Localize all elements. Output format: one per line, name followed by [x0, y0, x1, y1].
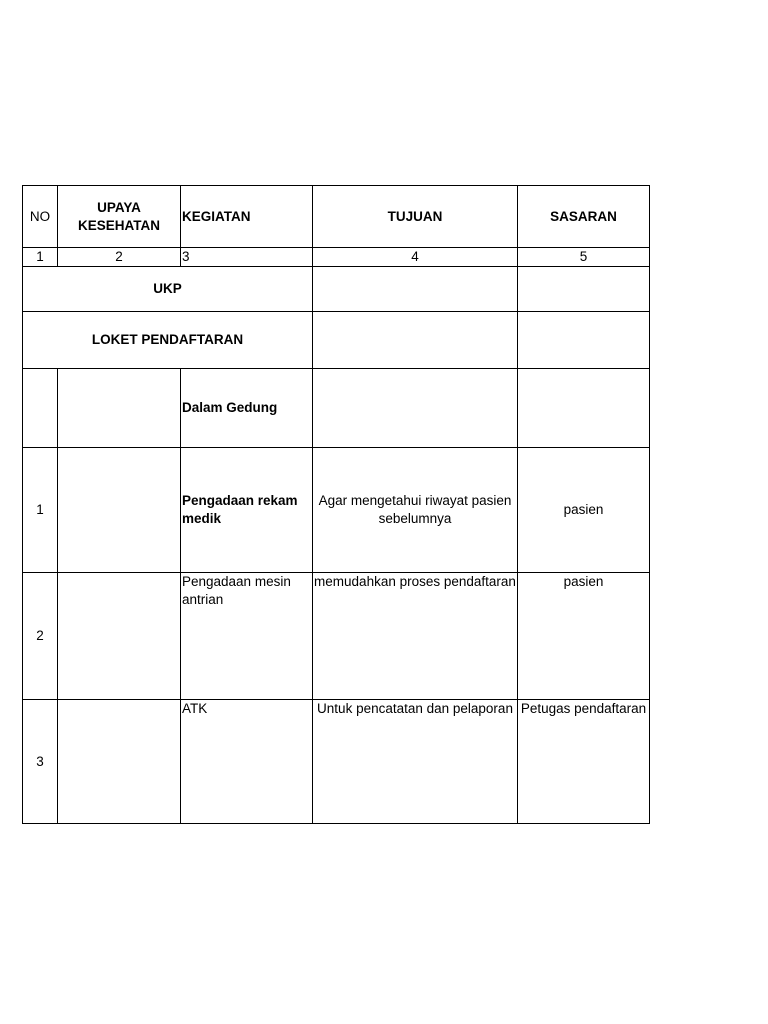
column-number: 3 — [181, 248, 313, 267]
row-tujuan: Agar mengetahui riwayat pasien sebelumnya — [313, 448, 518, 573]
row-kegiatan: ATK — [181, 700, 313, 824]
table-row — [23, 700, 650, 824]
row-tujuan: memudahkan proses pendaftaran — [313, 573, 518, 700]
row-upaya — [58, 573, 181, 700]
header-kegiatan: KEGIATAN — [181, 186, 313, 248]
empty-cell — [518, 369, 650, 448]
header-no: NO — [23, 186, 58, 248]
section-title-loket-pendaftaran: LOKET PENDAFTARAN — [23, 312, 313, 369]
empty-cell — [313, 267, 518, 312]
header-sasaran: SASARAN — [518, 186, 650, 248]
activity-table — [22, 185, 650, 824]
column-number: 5 — [518, 248, 650, 267]
row-tujuan: Untuk pencatatan dan pelaporan — [313, 700, 518, 824]
header-row — [23, 186, 650, 248]
row-number: 1 — [23, 448, 58, 573]
table-row — [23, 573, 650, 700]
header-tujuan: TUJUAN — [313, 186, 518, 248]
row-kegiatan: Pengadaan rekam medik — [181, 448, 313, 573]
table-row — [23, 448, 650, 573]
row-kegiatan: Pengadaan mesin antrian — [181, 573, 313, 700]
row-number: 3 — [23, 700, 58, 824]
row-sasaran: Petugas pendaftaran — [518, 700, 650, 824]
row-sasaran: pasien — [518, 573, 650, 700]
column-number-row — [23, 248, 650, 267]
row-upaya — [58, 448, 181, 573]
section-row-ukp — [23, 267, 650, 312]
section-row-loket — [23, 312, 650, 369]
empty-cell — [313, 369, 518, 448]
subsection-title-dalam-gedung: Dalam Gedung — [181, 369, 313, 448]
column-number: 2 — [58, 248, 181, 267]
empty-cell — [518, 312, 650, 369]
subsection-row — [23, 369, 650, 448]
empty-cell — [58, 369, 181, 448]
empty-cell — [313, 312, 518, 369]
column-number: 1 — [23, 248, 58, 267]
empty-cell — [518, 267, 650, 312]
column-number: 4 — [313, 248, 518, 267]
row-sasaran: pasien — [518, 448, 650, 573]
row-upaya — [58, 700, 181, 824]
row-number: 2 — [23, 573, 58, 700]
empty-cell — [23, 369, 58, 448]
section-title-ukp: UKP — [23, 267, 313, 312]
header-upaya-kesehatan: UPAYA KESEHATAN — [58, 186, 181, 248]
